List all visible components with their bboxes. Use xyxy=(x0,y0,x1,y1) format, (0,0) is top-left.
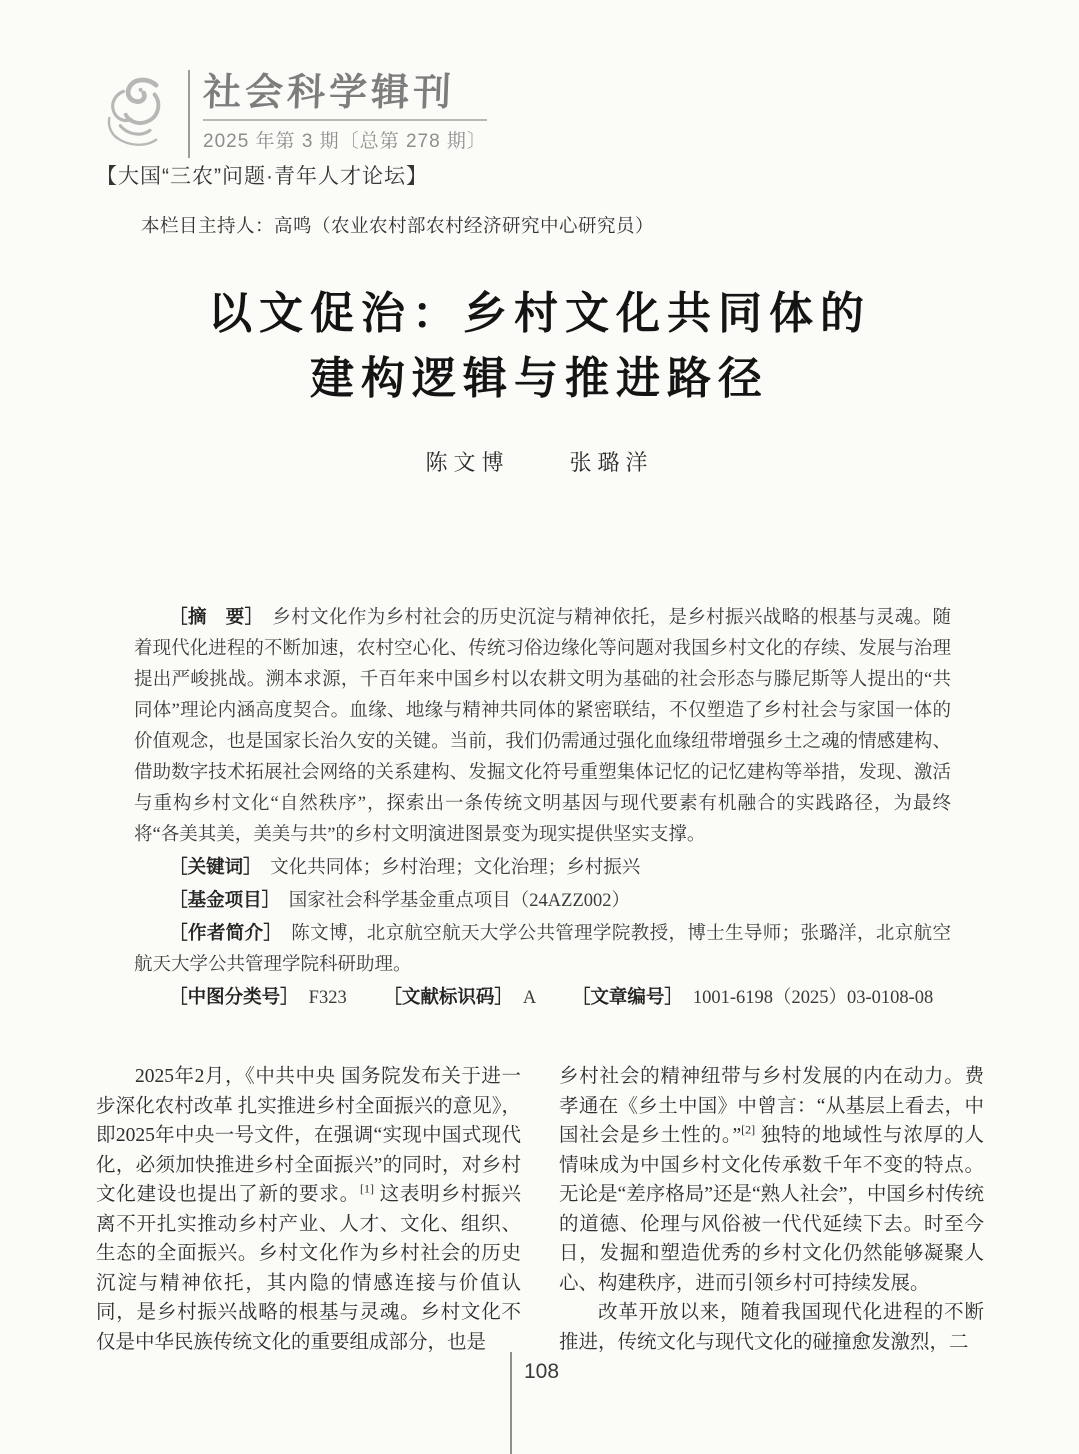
article-no-label: ［文章编号］ xyxy=(571,986,683,1007)
fund-line xyxy=(134,884,951,917)
body-right-column xyxy=(559,1062,984,1357)
body-paragraph: 改革开放以来，随着我国现代化进程的不断推进，传统文化与现代文化的碰撞愈发激烈，二 xyxy=(559,1302,984,1353)
clc-value: F323 xyxy=(308,988,347,1008)
clc-pair xyxy=(169,988,347,1008)
fund-label: ［基金项目］ xyxy=(169,889,281,910)
article-no-value: 1001-6198（2025）03-0108-08 xyxy=(692,988,934,1008)
clc-label: ［中图分类号］ xyxy=(169,986,299,1007)
page-number: 108 xyxy=(524,1360,560,1383)
author-1: 陈文博 xyxy=(425,450,510,475)
citation-superscript: [1] xyxy=(359,1181,374,1196)
column-host-line: 本栏目主持人：高鸣（农业农村部农村经济研究中心研究员） xyxy=(141,215,655,236)
footer-divider-rule xyxy=(510,1352,512,1454)
abstract-label: ［摘 要］ xyxy=(169,606,264,627)
journal-masthead xyxy=(100,70,487,158)
front-matter xyxy=(134,601,951,1014)
article-title-line1: 以文促治：乡村文化共同体的 xyxy=(208,289,871,338)
abstract-text: 乡村文化作为乡村社会的历史沉淀与精神依托，是乡村振兴战略的根基与灵魂。随着现代化进程的不断加速，农村空心化、传统习俗边缘化等问题对我国乡村文化的存续、发展与治理提出严峻挑战。溯本求源，千百年来中国乡村以农耕文明为基础的社会形态与滕尼斯等人提出的“共同体”理论内涵高度契合。血缘、地缘与精神共同体的紧密联结，不仅塑造了乡村社会与家国一体的价值观念，也是国家长治久安的关键。当前，我们仍需通过强化血缘纽带增强乡土之魂的情感建构、借助数字技术拓展社会网络的关系建构、发掘文化符号重塑集体记忆的记忆建构等举措，发现、激活与重构乡村文化“自然秩序”，探索出一条传统文明基因与现代要素有机融合的实践路径，为最终将“各美其美，美美与共”的乡村文明演进图景变为现实提供坚实支撑。 xyxy=(134,608,951,845)
body-paragraph: 乡村社会的精神纽带与乡村发展的内在动力。费孝通在《乡土中国》中曾言：“从基层上看去，中国社会是乡土性的。”[2] 独特的地域性与浓厚的人情味成为中国乡村文化传承数千年不变的特点。无论是“差序格局”还是“熟人社会”，中国乡村传统的道德、伦理与风俗被一代代延续下去。时至今日，发掘和塑造优秀的乡村文化仍然能够凝聚人心、构建秩序，进而引领乡村可持续发展。 xyxy=(559,1066,984,1294)
keywords-label: ［关键词］ xyxy=(169,856,262,877)
fund-text: 国家社会科学基金重点项目（24AZZ002） xyxy=(288,891,630,911)
article-no-pair xyxy=(572,988,934,1008)
phoenix-ornament-icon xyxy=(100,70,178,158)
keywords-text: 文化共同体；乡村治理；文化治理；乡村振兴 xyxy=(270,858,641,878)
body-paragraph: 2025年2月，《中共中央 国务院发布关于进一步深化农村改革 扎实推进乡村全面振兴的意见》，即2025年中央一号文件，在强调“实现中国式现代化，必须加快推进乡村全面振兴”的同时，对乡村文化建设也提出了新的要求。[1] 这表明乡村振兴离不开扎实推动乡村产业、人才、文化、组织、生态的全面振兴。乡村文化作为乡村社会的历史沉淀与精神依托，其内隐的情感连接与价值认同，是乡村振兴战略的根基与灵魂。乡村文化不仅是中华民族传统文化的重要组成部分，也是 xyxy=(96,1066,521,1353)
doc-code-value: A xyxy=(522,988,536,1008)
author-bio-text: 陈文博，北京航空航天大学公共管理学院教授，博士生导师；张璐洋，北京航空航天大学公共管理学院科研助理。 xyxy=(134,924,951,975)
keywords-line xyxy=(134,851,951,884)
citation-superscript: [2] xyxy=(741,1122,756,1137)
article-body xyxy=(96,1062,984,1357)
journal-name: 社会科学辑刊 xyxy=(202,72,456,114)
section-banner: 【大国“三农”问题·青年人才论坛】 xyxy=(96,165,428,188)
masthead-text-block xyxy=(188,70,487,158)
journal-issue-line: 2025 年第 3 期〔总第 278 期〕 xyxy=(203,119,487,153)
author-bio-label: ［作者简介］ xyxy=(169,922,283,943)
doc-code-pair xyxy=(383,988,535,1008)
author-bio-line xyxy=(134,917,951,981)
article-title xyxy=(0,281,1079,411)
body-left-column xyxy=(96,1062,521,1357)
article-title-line2: 建构逻辑与推进路径 xyxy=(310,354,769,403)
author-names xyxy=(0,446,1079,477)
author-2: 张璐洋 xyxy=(569,450,654,475)
classification-line xyxy=(134,981,951,1014)
doc-code-label: ［文献标识码］ xyxy=(383,986,513,1007)
abstract-paragraph xyxy=(134,601,951,851)
